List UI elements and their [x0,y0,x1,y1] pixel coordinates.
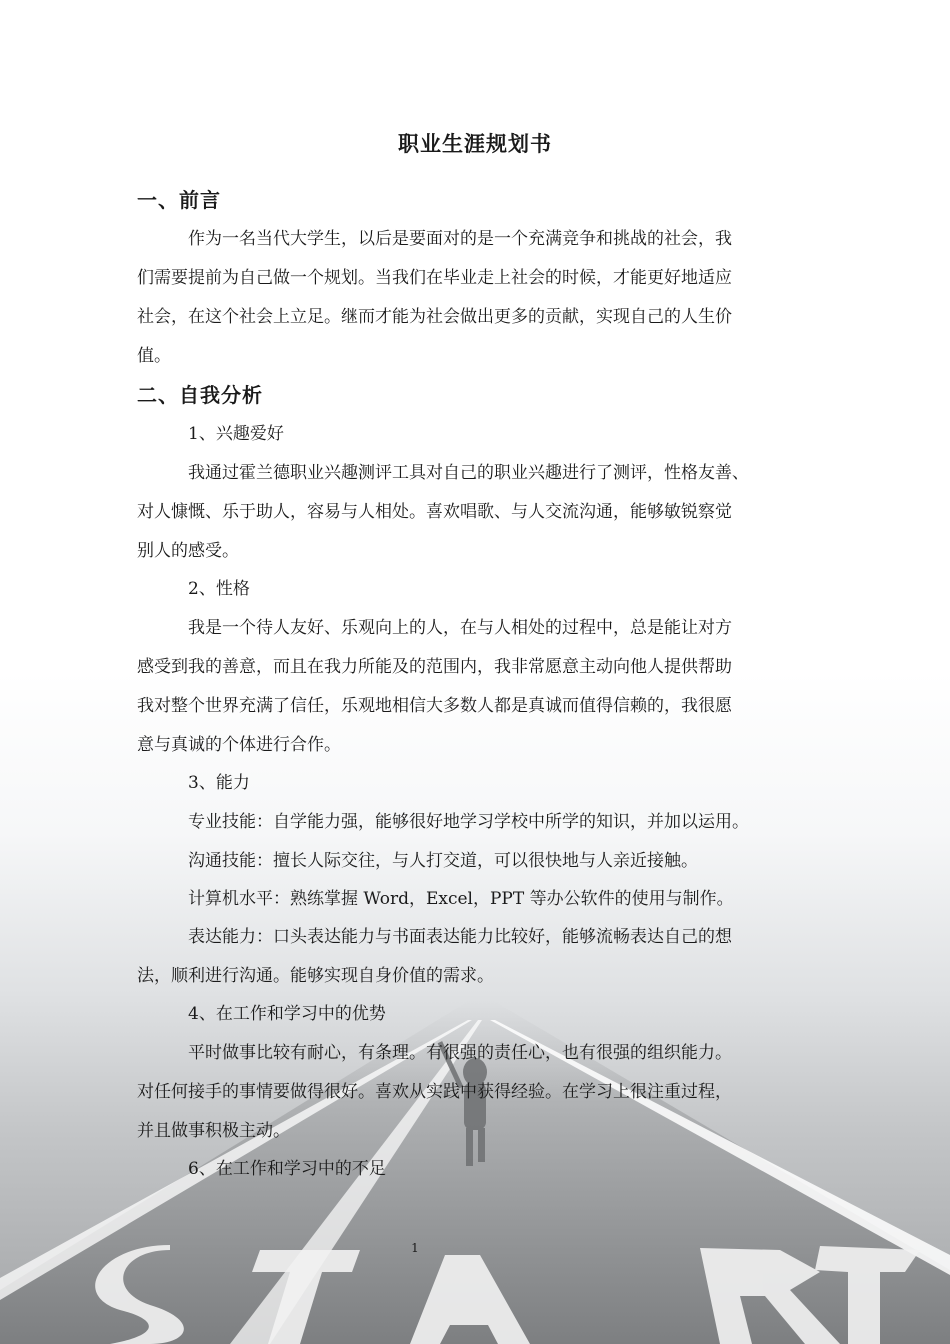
paragraph-line: 社会，在这个社会上立足。继而才能为社会做出更多的贡献，实现自己的人生价 [137,307,732,327]
subheading-abilities: 3、能力 [188,773,250,793]
paragraph-line: 值。 [137,346,171,366]
paragraph-line: 对任何接手的事情要做得很好。喜欢从实践中获得经验。在学习上很注重过程， [137,1082,732,1102]
subheading-personality: 2、性格 [188,579,250,599]
subheading-weaknesses: 6、在工作和学习中的不足 [188,1159,386,1179]
paragraph-line: 别人的感受。 [137,541,239,561]
section-heading-preface: 一、前言 [137,188,221,212]
paragraph-line: 专业技能：自学能力强，能够很好地学习学校中所学的知识，并加以运用。 [188,812,749,832]
subheading-interests: 1、兴趣爱好 [188,424,284,444]
paragraph-line: 感受到我的善意，而且在我力所能及的范围内，我非常愿意主动向他人提供帮助 [137,657,732,677]
paragraph-line: 我对整个世界充满了信任，乐观地相信大多数人都是真诚而值得信赖的，我很愿 [137,696,732,716]
paragraph-line: 计算机水平：熟练掌握 Word，Excel，PPT 等办公软件的使用与制作。 [188,889,734,909]
paragraph-line: 们需要提前为自己做一个规划。当我们在毕业走上社会的时候，才能更好地适应 [137,268,732,288]
section-heading-self-analysis: 二、自我分析 [137,383,263,407]
paragraph-line: 作为一名当代大学生，以后是要面对的是一个充满竞争和挑战的社会，我 [188,229,732,249]
paragraph-line: 平时做事比较有耐心，有条理。有很强的责任心，也有很强的组织能力。 [188,1043,732,1063]
paragraph-line: 我通过霍兰德职业兴趣测评工具对自己的职业兴趣进行了测评，性格友善、 [188,463,749,483]
paragraph-line: 表达能力：口头表达能力与书面表达能力比较好，能够流畅表达自己的想 [188,927,732,947]
page-number: 1 [411,1241,419,1255]
subheading-strengths: 4、在工作和学习中的优势 [188,1004,386,1024]
paragraph-line: 意与真诚的个体进行合作。 [137,735,341,755]
paragraph-line: 我是一个待人友好、乐观向上的人，在与人相处的过程中，总是能让对方 [188,618,732,638]
paragraph-line: 并且做事积极主动。 [137,1121,290,1141]
paragraph-line: 法，顺利进行沟通。能够实现自身价值的需求。 [137,966,494,986]
paragraph-line: 沟通技能：擅长人际交往，与人打交道，可以很快地与人亲近接触。 [188,851,698,871]
document-title: 职业生涯规划书 [398,131,552,156]
paragraph-line: 对人慷慨、乐于助人，容易与人相处。喜欢唱歌、与人交流沟通，能够敏锐察觉 [137,502,732,522]
